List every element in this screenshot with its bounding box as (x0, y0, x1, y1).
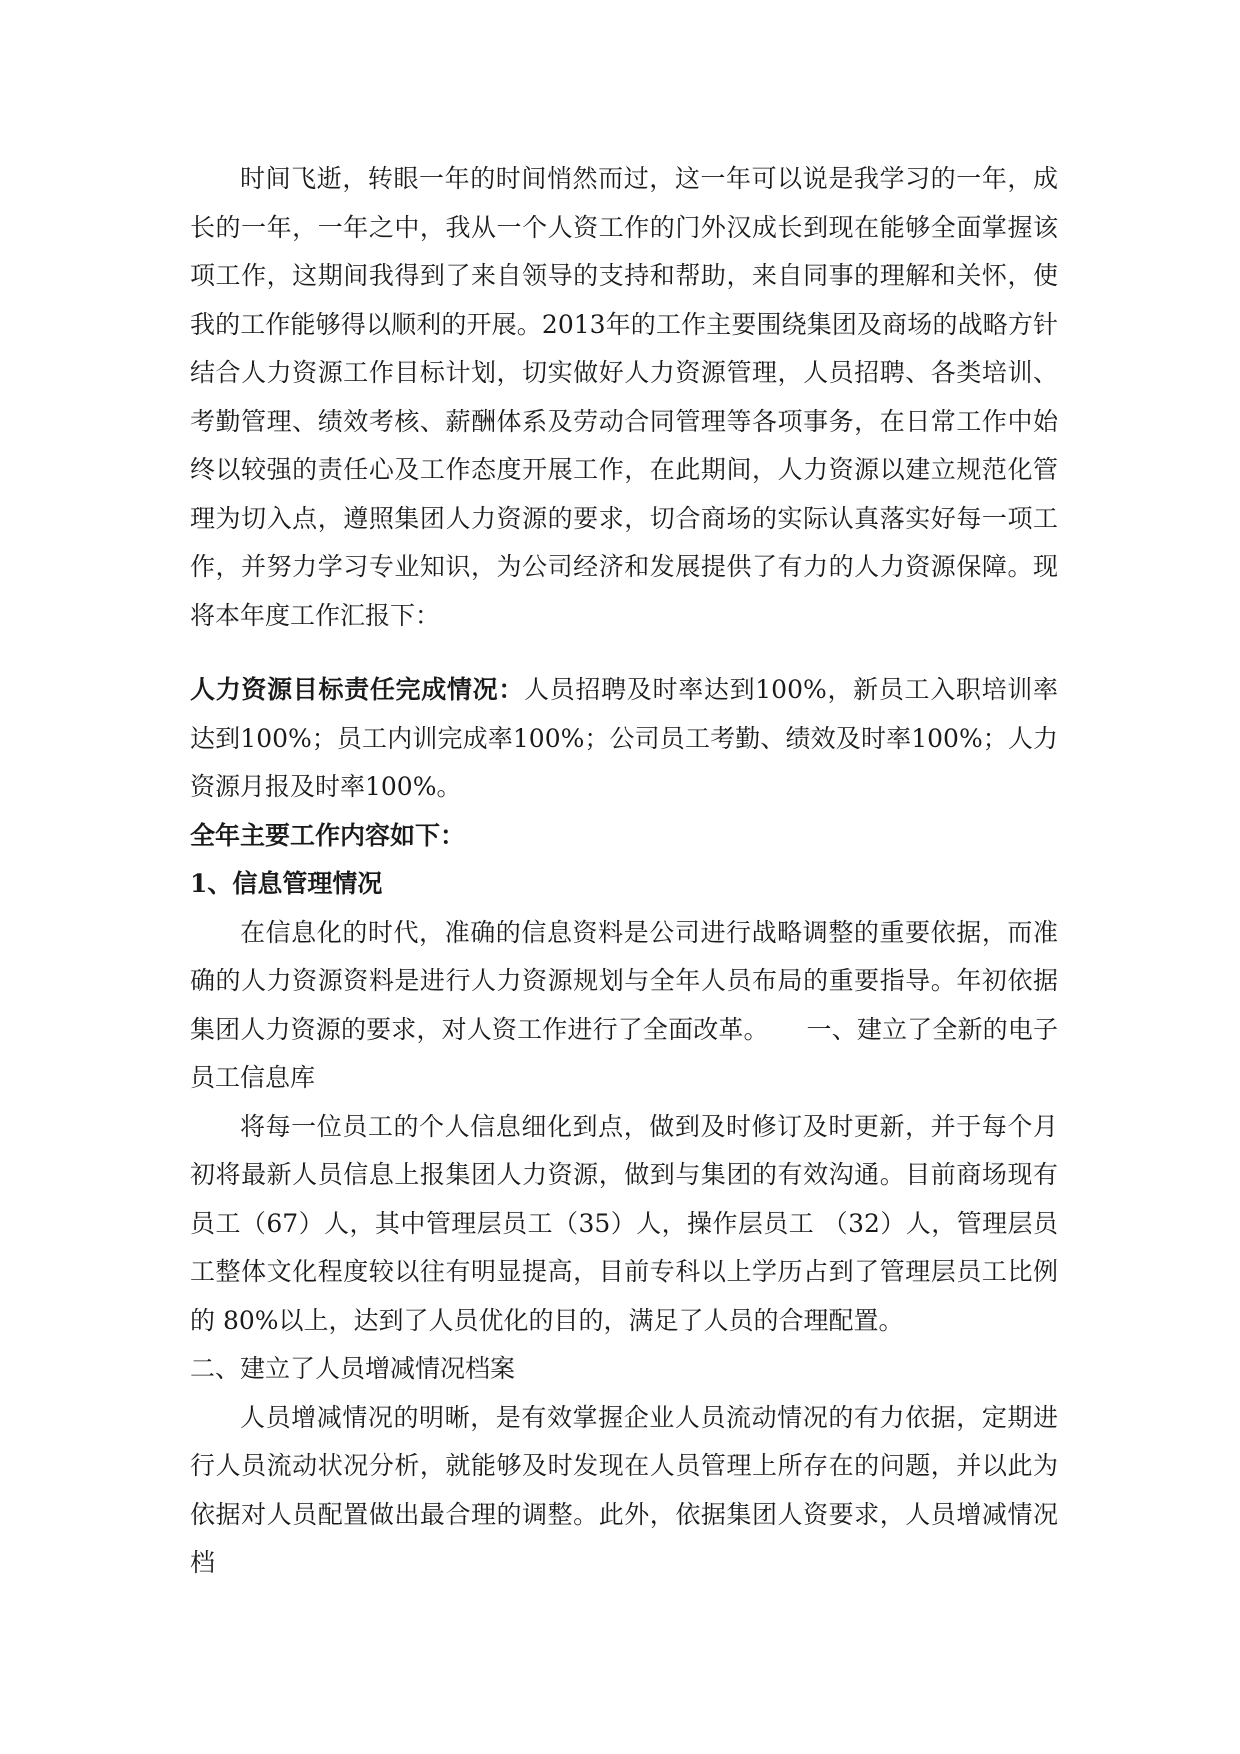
main-heading: 全年主要工作内容如下： (190, 820, 466, 850)
target-paragraph (190, 666, 1058, 812)
section1-title: 1、信息管理情况 (190, 869, 383, 898)
subsection2-paragraph: 人员增减情况的明晰，是有效掌握企业人员流动情况的有力依据，定期进行人员流动状况分析，就能够及时发现在人员管理上所存在的问题，并以此为依据对人员配置做出最合理的调整。此外，依据集团人资要求，人员增减情况档 (190, 1402, 1058, 1577)
target-text: 人员招聘及时率达到100%，新员工入职培训率达到100%；员工内训完成率100%；公司员工考勤、绩效及时率100%；人力资源月报及时率100%。 (190, 675, 1058, 801)
document-page (190, 155, 1058, 1588)
intro-paragraph: 时间飞逝，转眼一年的时间悄然而过，这一年可以说是我学习的一年，成长的一年，一年之中，我从一个人资工作的门外汉成长到现在能够全面掌握该项工作，这期间我得到了来自领导的支持和帮助，来自同事的理解和关怀，使我的工作能够得以顺利的开展。2013年的工作主要围绕集团及商场的战略方针结合人力资源工作目标计划，切实做好人力资源管理，人员招聘、各类培训、考勤管理、绩效考核、薪酬体系及劳动合同管理等各项事务，在日常工作中始终以较强的责任心及工作态度开展工作，在此期间，人力资源以建立规范化管理为切入点，遵照集团人力资源的要求，切合商场的实际认真落实好每一项工作，并努力学习专业知识，为公司经济和发展提供了有力的人力资源保障。现将本年度工作汇报下： (190, 164, 1058, 630)
target-label: 人力资源目标责任完成情况： (190, 675, 525, 704)
section1-paragraph-2: 将每一位员工的个人信息细化到点，做到及时修订及时更新，并于每个月初将最新人员信息上报集团人力资源，做到与集团的有效沟通。目前商场现有员工（67）人，其中管理层员工（35）人，操作层员工 （32）人，管理层员工整体文化程度较以往有明显提高，目前专科以上学历占到了管理层员工比例的 80%以上，达到了人员优化的目的，满足了人员的合理配置。 (190, 1111, 1058, 1335)
subsection2-title: 二、建立了人员增减情况档案 (190, 1354, 516, 1383)
section1-paragraph-1: 在信息化的时代，准确的信息资料是公司进行战略调整的重要依据，而准确的人力资源资料是进行人力资源规划与全年人员布局的重要指导。年初依据集团人力资源的要求，对人资工作进行了全面改革。 一、建立了全新的电子员工信息库 (190, 917, 1058, 1092)
